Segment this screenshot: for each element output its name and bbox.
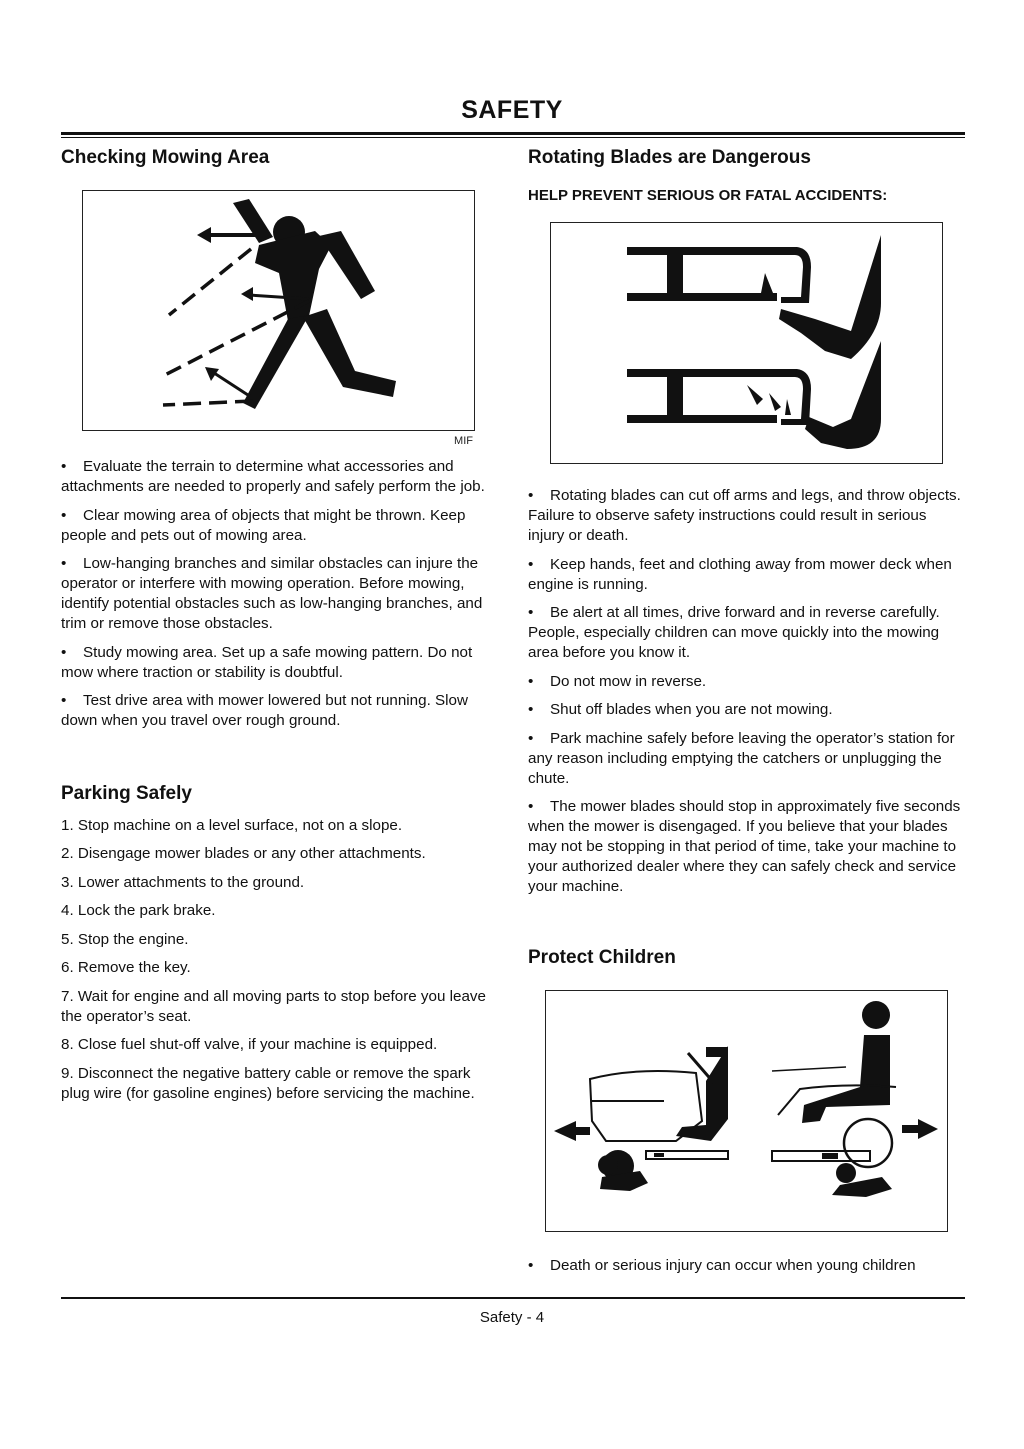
list-item: • Low-hanging branches and similar obstacles can injure the operator or interfere with mowing operation. Before mowing, identify potential obstacles such as low-hanging branches, and trim or remove those obstacles.: [61, 555, 483, 632]
list-item: 4. Lock the park brake.: [61, 902, 216, 919]
header-rule-thin: [61, 137, 965, 138]
right-column: [528, 146, 964, 1284]
parking-safely-heading: Parking Safely: [61, 782, 192, 804]
list-item: • Keep hands, feet and clothing away from mower deck when engine is running.: [528, 555, 952, 593]
list-item: 7. Wait for engine and all moving parts to stop before you leave the operator’s seat.: [61, 987, 486, 1025]
protect-children-heading: Protect Children: [528, 946, 676, 968]
thrown-objects-figure: [82, 190, 475, 431]
list-item: • Shut off blades when you are not mowing.: [528, 701, 833, 718]
list-item: • Be alert at all times, drive forward and in reverse carefully. People, especially children can move quickly into the mowing area before you know it.: [528, 604, 940, 661]
list-item: 3. Lower attachments to the ground.: [61, 873, 305, 891]
warning-subheading: HELP PREVENT SERIOUS OR FATAL ACCIDENTS:: [528, 187, 888, 204]
figure-caption: MIF: [454, 435, 473, 447]
blade-hazard-figure: [550, 222, 943, 464]
list-item: • The mower blades should stop in approximately five seconds when the mower is disengaged. If you believe that your blades may not be stopping in that period of time, take your machine to your authorized dealer where they can safely check and service your machine.: [528, 798, 961, 895]
thrown-object-hazard-icon: [83, 191, 474, 430]
list-item: • Study mowing area. Set up a safe mowing pattern. Do not mow where traction or stability is doubtful.: [61, 643, 473, 681]
list-item: 5. Stop the engine.: [61, 930, 189, 948]
footer-rule: [61, 1297, 965, 1299]
list-item: • Evaluate the terrain to determine what accessories and attachments are needed to properly and safely perform the job.: [61, 458, 485, 495]
page-footer: Safety - 4: [479, 1309, 545, 1326]
checking-mowing-area-heading: Checking Mowing Area: [61, 147, 270, 168]
protect-children-figure: [545, 990, 948, 1232]
list-item: • Do not mow in reverse.: [528, 672, 707, 690]
list-item: • Park machine safely before leaving the operator’s station for any reason including emptying the catchers or unplugging the chute.: [528, 729, 955, 787]
header-rule: [61, 132, 965, 135]
list-item: • Rotating blades can cut off arms and legs, and throw objects. Failure to observe safety instructions could result in serious injury or death.: [528, 487, 961, 544]
list-item: 1. Stop machine on a level surface, not on a slope.: [61, 816, 403, 834]
rotating-blades-heading: Rotating Blades are Dangerous: [528, 147, 811, 168]
child-behind-mower-icon: [546, 991, 947, 1231]
blade-cut-hand-icon: [551, 223, 942, 463]
list-item: • Clear mowing area of objects that might be thrown. Keep people and pets out of mowing area.: [61, 506, 466, 544]
list-item: 8. Close fuel shut-off valve, if your machine is equipped.: [61, 1036, 438, 1053]
list-item: • Test drive area with mower lowered but not running. Slow down when you travel over rough ground.: [61, 692, 468, 729]
left-column: [61, 146, 497, 1112]
list-item: 9. Disconnect the negative battery cable or remove the spark plug wire (for gasoline engines) before servicing the machine.: [61, 1064, 475, 1102]
list-item: 2. Disengage mower blades or any other attachments.: [61, 845, 426, 862]
list-item: • Death or serious injury can occur when young children: [528, 1256, 916, 1274]
list-item: 6. Remove the key.: [61, 959, 191, 976]
page-title: SAFETY: [461, 96, 563, 124]
